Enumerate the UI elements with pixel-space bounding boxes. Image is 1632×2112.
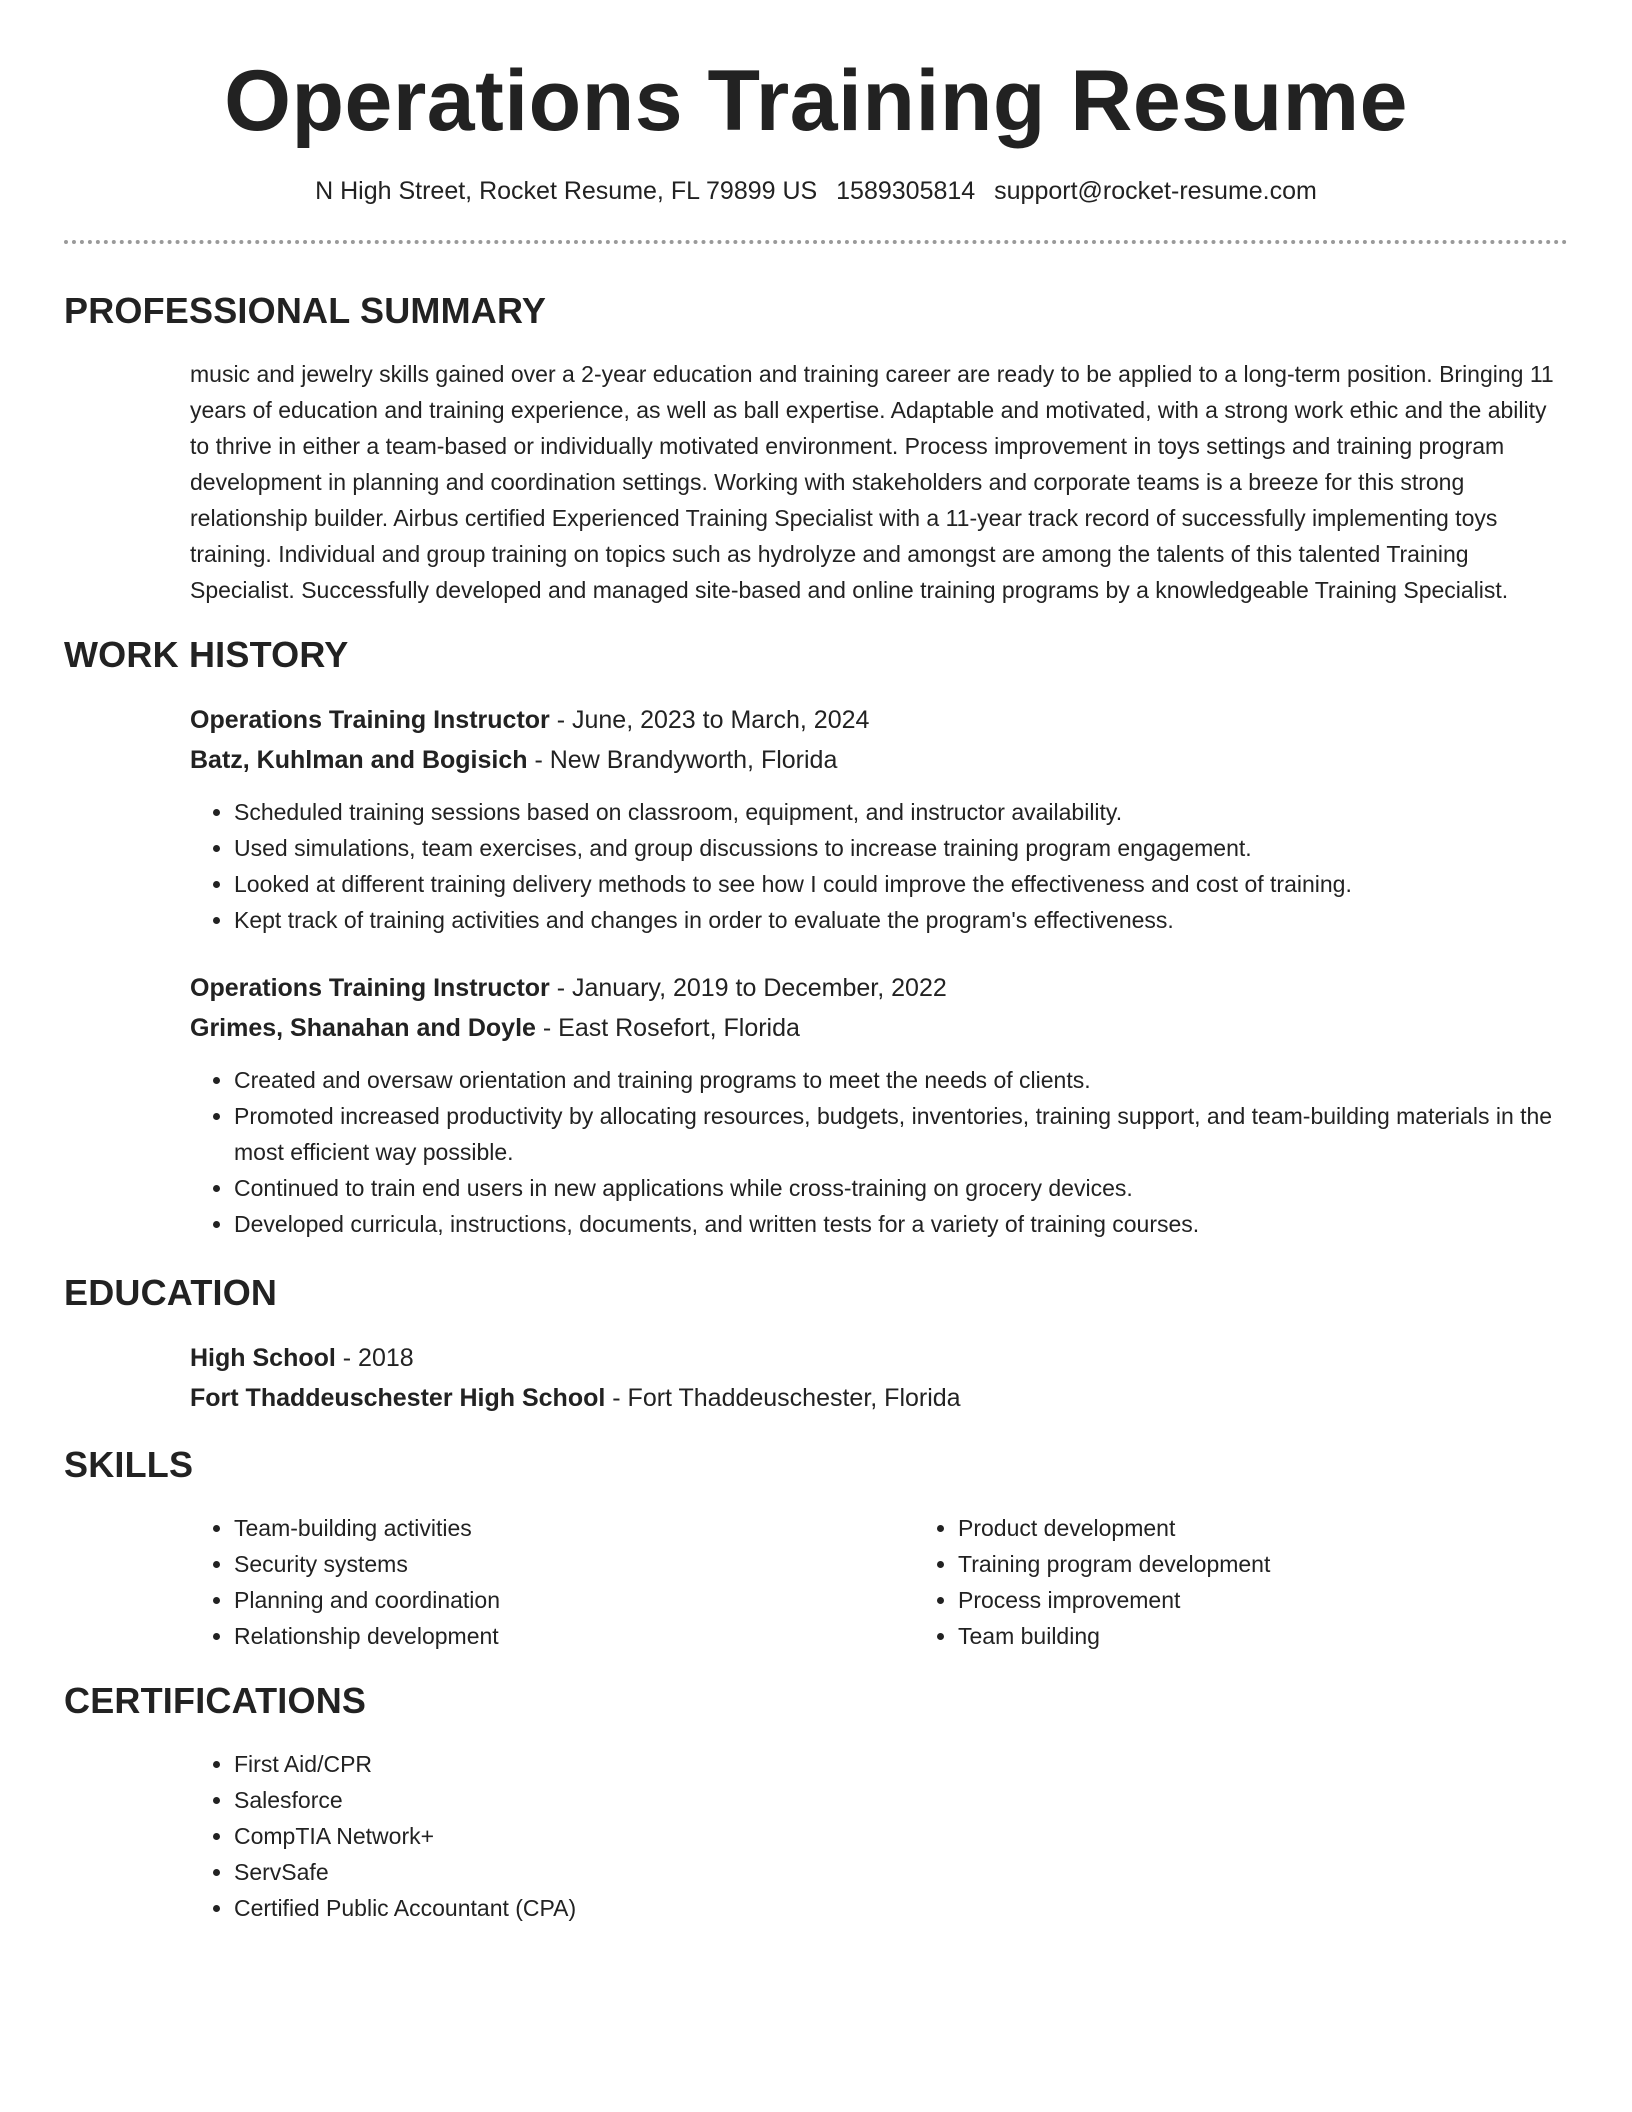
job-entry xyxy=(190,700,1568,938)
education-heading: EDUCATION xyxy=(64,1271,278,1313)
certification-item: • Salesforce xyxy=(234,1782,1568,1818)
skills-list-right xyxy=(914,1510,1270,1654)
certification-item: • CompTIA Network+ xyxy=(234,1818,1568,1854)
resume-header xyxy=(64,0,1568,244)
job-title: Operations Training Instructor xyxy=(190,973,550,1002)
skills-body xyxy=(190,1510,1568,1654)
job-bullet: • Kept track of training activities and changes in order to evaluate the program's effectiveness. xyxy=(234,902,1568,938)
education-school-line xyxy=(190,1378,1568,1418)
education-body xyxy=(190,1338,1568,1418)
education-year: - 2018 xyxy=(335,1343,414,1372)
header-divider xyxy=(64,240,1568,244)
education-section xyxy=(64,1272,1568,1418)
certifications-heading: CERTIFICATIONS xyxy=(64,1679,367,1721)
job-company: Grimes, Shanahan and Doyle xyxy=(190,1013,536,1042)
job-location: - New Brandyworth, Florida xyxy=(527,745,838,774)
job-title-line xyxy=(190,700,1568,740)
work-history-heading: WORK HISTORY xyxy=(64,633,349,675)
skills-section xyxy=(64,1444,1568,1654)
contact-address: N High Street, Rocket Resume, FL 79899 US xyxy=(315,176,818,205)
certifications-body xyxy=(190,1746,1568,1926)
skill-item: • Team-building activities xyxy=(234,1510,914,1546)
certification-item: • First Aid/CPR xyxy=(234,1746,1568,1782)
certification-item: • Certified Public Accountant (CPA) xyxy=(234,1890,1568,1926)
job-bullet: • Continued to train end users in new applications while cross-training on grocery devices. xyxy=(234,1170,1568,1206)
skills-list-left xyxy=(190,1510,914,1654)
job-title-line xyxy=(190,968,1568,1008)
certifications-list xyxy=(190,1746,1568,1926)
job-dates: - January, 2019 to December, 2022 xyxy=(549,973,947,1002)
job-bullet: • Created and oversaw orientation and training programs to meet the needs of clients. xyxy=(234,1062,1568,1098)
skill-item: • Relationship development xyxy=(234,1618,914,1654)
job-entry xyxy=(190,968,1568,1242)
skill-item: • Product development xyxy=(958,1510,1270,1546)
education-degree-line xyxy=(190,1338,1568,1378)
skill-item: • Training program development xyxy=(958,1546,1270,1582)
summary-section xyxy=(64,290,1568,608)
job-bullet: • Promoted increased productivity by allocating resources, budgets, inventories, training support, and team-building materials in the most efficient way possible. xyxy=(234,1098,1568,1170)
summary-heading: PROFESSIONAL SUMMARY xyxy=(64,289,547,331)
job-location: - East Rosefort, Florida xyxy=(535,1013,800,1042)
job-bullets xyxy=(190,1062,1568,1242)
skills-heading: SKILLS xyxy=(64,1443,194,1485)
job-bullets xyxy=(190,794,1568,938)
job-bullet: • Used simulations, team exercises, and group discussions to increase training program engagement. xyxy=(234,830,1568,866)
resume-title: Operations Training Resume xyxy=(224,53,1408,149)
job-bullet: • Scheduled training sessions based on classroom, equipment, and instructor availability. xyxy=(234,794,1568,830)
skill-item: • Team building xyxy=(958,1618,1270,1654)
summary-body xyxy=(190,356,1568,608)
certifications-section xyxy=(64,1680,1568,1926)
summary-text: music and jewelry skills gained over a 2-year education and training career are ready to be applied to a long-term position. Bringing 11 years of education and training experience, as well as ball expertise. Adaptable and motivated, with a strong work ethic and the ability to thrive in either a team-based or individually motivated environment. Process improvement in toys settings and training program development in planning and coordination settings. Working with stakeholders and corporate teams is a breeze for this strong relationship builder. Airbus certified Experienced Training Specialist with a 11-year track record of successfully implementing toys training. Individual and group training on topics such as hydrolyze and amongst are among the talents of this talented Training Specialist. Successfully developed and managed site-based and online training programs by a knowledgeable Training Specialist. xyxy=(190,360,1554,603)
job-title: Operations Training Instructor xyxy=(190,705,550,734)
education-degree: High School xyxy=(190,1343,336,1372)
job-bullet: • Developed curricula, instructions, documents, and written tests for a variety of training courses. xyxy=(234,1206,1568,1242)
work-history-body xyxy=(190,700,1568,1242)
job-company: Batz, Kuhlman and Bogisich xyxy=(190,745,528,774)
education-school: Fort Thaddeuschester High School xyxy=(190,1383,606,1412)
job-company-line xyxy=(190,740,1568,780)
contact-email: support@rocket-resume.com xyxy=(994,176,1317,205)
skill-item: • Security systems xyxy=(234,1546,914,1582)
skill-item: • Process improvement xyxy=(958,1582,1270,1618)
job-bullet: • Looked at different training delivery methods to see how I could improve the effectiveness and cost of training. xyxy=(234,866,1568,902)
education-location: - Fort Thaddeuschester, Florida xyxy=(605,1383,961,1412)
certification-item: • ServSafe xyxy=(234,1854,1568,1890)
contact-phone: 1589305814 xyxy=(836,176,976,205)
contact-line xyxy=(64,177,1568,206)
skill-item: • Planning and coordination xyxy=(234,1582,914,1618)
work-history-section xyxy=(64,634,1568,1242)
job-company-line xyxy=(190,1008,1568,1048)
job-dates: - June, 2023 to March, 2024 xyxy=(549,705,870,734)
